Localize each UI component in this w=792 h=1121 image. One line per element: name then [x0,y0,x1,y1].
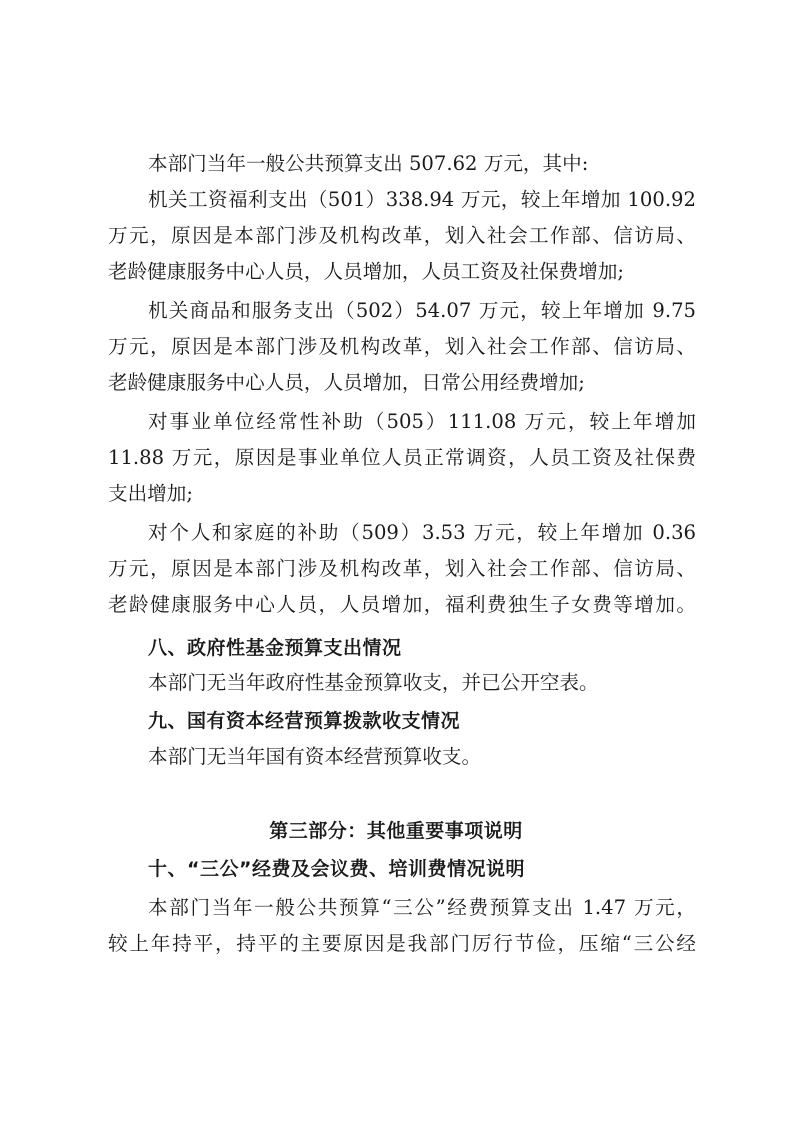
paragraph-line: 机关商品和服务支出（502）54.07 万元，较上年增加 9.75 [148,299,696,322]
paragraph-line: 老龄健康服务中心人员，人员增加，日常公用经费增加; [108,371,585,394]
paragraph-line: 本部门当年一般公共预算支出 507.62 万元，其中: [148,152,589,175]
paragraph-line: 老龄健康服务中心人员，人员增加，福利费独生子女费等增加。 [108,593,696,616]
paragraph-line: 老龄健康服务中心人员，人员增加，人员工资及社保费增加; [108,260,625,283]
paragraph-line: 较上年持平，持平的主要原因是我部门厉行节俭，压缩“三公经 [108,932,696,955]
paragraph-line: 万元，原因是本部门涉及机构改革，划入社会工作部、信访局、 [108,557,696,580]
paragraph-line: 机关工资福利支出（501）338.94 万元，较上年增加 100.92 [148,188,696,211]
paragraph-line: 本部门无当年国有资本经营预算收支。 [148,745,482,768]
section-heading-8: 八、政府性基金预算支出情况 [148,637,402,659]
paragraph-line: 对事业单位经常性补助（505）111.08 万元，较上年增加 [148,410,696,433]
paragraph-line: 11.88 万元，原因是事业单位人员正常调资，人员工资及社保费 [108,446,696,469]
part-title: 第三部分：其他重要事项说明 [269,820,523,842]
section-heading-9: 九、国有资本经营预算拨款收支情况 [148,710,461,732]
section-heading-10: 十、“三公”经费及会议费、培训费情况说明 [148,858,525,880]
paragraph-line: 支出增加; [108,482,193,505]
paragraph-line: 对个人和家庭的补助（509）3.53 万元，较上年增加 0.36 [148,521,696,544]
paragraph-line: 本部门当年一般公共预算“三公”经费预算支出 1.47 万元， [148,896,696,919]
paragraph-line: 万元，原因是本部门涉及机构改革，划入社会工作部、信访局、 [108,335,696,358]
paragraph-line: 万元，原因是本部门涉及机构改革，划入社会工作部、信访局、 [108,224,696,247]
paragraph-line: 本部门无当年政府性基金预算收支，并已公开空表。 [148,671,599,694]
